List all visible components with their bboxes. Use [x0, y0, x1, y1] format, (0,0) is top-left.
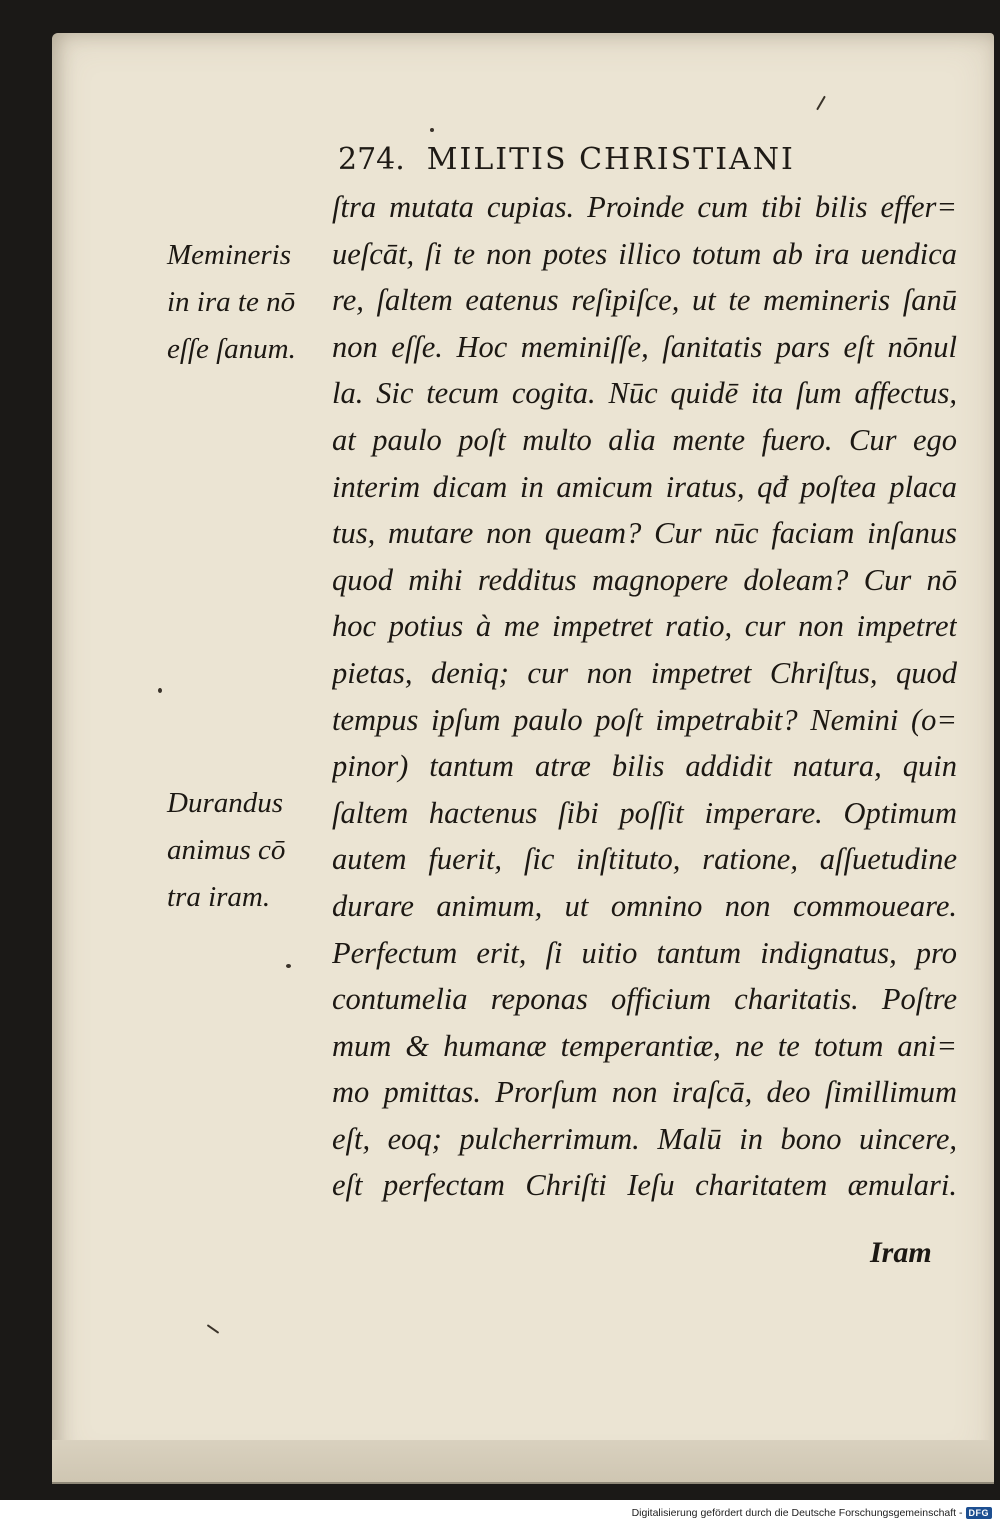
catchword: Iram — [870, 1236, 932, 1269]
text-line: la. Sic tecum cogita. Nūc quidē ita ſum affectus, — [332, 376, 957, 411]
text-line: tempus ipſum paulo poſt impetrabit? Nemini (o= — [332, 702, 957, 737]
text-line: pietas, deniq; cur non impetret Chriſtus, quod — [332, 655, 957, 690]
margin-note-line: eſſe ſanum. — [167, 333, 296, 365]
ink-speck — [430, 128, 434, 132]
margin-note-line: Durandus — [167, 787, 284, 819]
text-line: pinor) tantum atræ bilis addidit natura, quin — [332, 749, 957, 784]
text-line: re, ſaltem eatenus reſipiſce, ut te memineris ſanū — [332, 283, 957, 318]
text-line: interim dicam in amicum iratus, qđ poſtea placa — [332, 469, 957, 504]
text-line: mo pmittas. Prorſum non iraſcā, deo ſimillimum — [332, 1075, 957, 1110]
text-line: mum & humanæ temperantiæ, ne te totum ani= — [332, 1028, 957, 1063]
text-line: ſaltem hactenus ſibi poſſit imperare. Optimum — [332, 795, 957, 830]
main-text-block — [332, 184, 957, 1209]
margin-note-line: animus cō — [167, 834, 286, 866]
margin-note-line: Memineris — [167, 239, 292, 271]
text-line: durare animum, ut omnino non commoueare. — [332, 888, 957, 923]
text-line: ſtra mutata cupias. Proinde cum tibi bilis effer= — [332, 190, 957, 224]
page-bottom-edge — [52, 1440, 994, 1484]
text-line: autem fuerit, ſic inſtituto, ratione, aſſuetudine — [332, 842, 957, 877]
text-line: quod mihi redditus magnopere doleam? Cur nō — [332, 562, 957, 597]
margin-note-line: tra iram. — [167, 881, 271, 913]
text-line: at paulo poſt multo alia mente fuero. Cur ego — [332, 422, 957, 457]
margin-note-2 — [167, 780, 327, 921]
page-header — [338, 142, 918, 177]
ink-speck — [286, 964, 291, 968]
credit-text: Digitalisierung gefördert durch die Deutsche Forschungsgemeinschaft - — [631, 1507, 963, 1519]
text-line: contumelia reponas officium charitatis. Poſtre — [332, 982, 957, 1017]
text-line: tus, mutare non queam? Cur nūc faciam inſanus — [332, 516, 957, 551]
text-line: hoc potius à me impetret ratio, cur non impetret — [332, 609, 957, 644]
running-title: MILITIS CHRISTIANI — [426, 142, 795, 177]
text-line: ueſcāt, ſi te non potes illico totum ab ira uendica — [332, 236, 957, 271]
margin-note-1 — [167, 232, 327, 373]
dfg-logo: DFG — [966, 1507, 993, 1519]
margin-note-line: in ira te nō — [167, 286, 296, 318]
ink-speck — [158, 688, 162, 693]
text-line: Perfectum erit, ſi uitio tantum indignatus, pro — [332, 935, 957, 970]
text-line: eſt perfectam Chriſti Ieſu charitatem æmulari. — [332, 1168, 957, 1203]
text-line: non eſſe. Hoc meminiſſe, ſanitatis pars eſt nōnul — [332, 329, 957, 364]
digitization-credit — [632, 1505, 992, 1521]
page-number: 274. — [338, 142, 405, 177]
text-line: eſt, eoq; pulcherrimum. Malū in bono uincere, — [332, 1121, 957, 1156]
